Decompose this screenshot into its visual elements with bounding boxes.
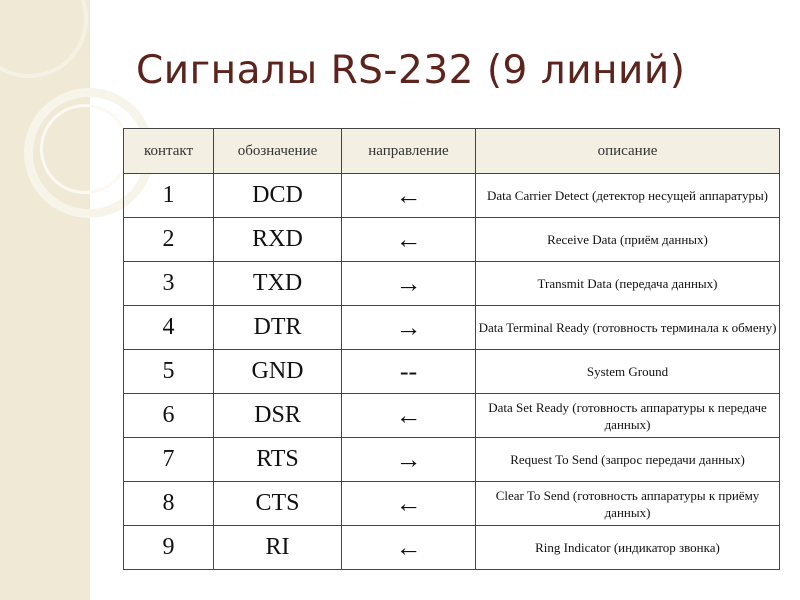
header-description: описание [476, 129, 780, 174]
decorative-ring [40, 104, 130, 194]
pin-number: 6 [124, 394, 214, 438]
direction-arrow: → [342, 306, 476, 350]
direction-arrow: ← [342, 526, 476, 570]
signal-code: RXD [214, 218, 342, 262]
table-row [124, 218, 780, 262]
signal-code: DTR [214, 306, 342, 350]
signal-description: System Ground [476, 350, 780, 394]
signal-code: DSR [214, 394, 342, 438]
signal-description: Data Set Ready (готовность аппаратуры к передаче данных) [476, 394, 780, 438]
header-designation: обозначение [214, 129, 342, 174]
direction-arrow: ← [342, 174, 476, 218]
signal-description: Data Carrier Detect (детектор несущей аппаратуры) [476, 174, 780, 218]
table-row [124, 350, 780, 394]
signal-code: DCD [214, 174, 342, 218]
pin-number: 1 [124, 174, 214, 218]
table-row [124, 482, 780, 526]
signal-code: CTS [214, 482, 342, 526]
direction-arrow: ← [342, 482, 476, 526]
signals-table [123, 128, 780, 570]
direction-arrow: -- [342, 350, 476, 394]
signal-code: RI [214, 526, 342, 570]
direction-arrow: ← [342, 394, 476, 438]
signal-code: RTS [214, 438, 342, 482]
header-direction: направление [342, 129, 476, 174]
table-row [124, 526, 780, 570]
direction-arrow: → [342, 262, 476, 306]
signal-code: GND [214, 350, 342, 394]
direction-arrow: → [342, 438, 476, 482]
direction-arrow: ← [342, 218, 476, 262]
table-row [124, 394, 780, 438]
pin-number: 3 [124, 262, 214, 306]
signal-description: Clear To Send (готовность аппаратуры к приёму данных) [476, 482, 780, 526]
pin-number: 9 [124, 526, 214, 570]
pin-number: 4 [124, 306, 214, 350]
table-row [124, 306, 780, 350]
table-row [124, 262, 780, 306]
signal-description: Ring Indicator (индикатор звонка) [476, 526, 780, 570]
pin-number: 8 [124, 482, 214, 526]
signal-code: TXD [214, 262, 342, 306]
table-row [124, 174, 780, 218]
pin-number: 7 [124, 438, 214, 482]
signal-description: Data Terminal Ready (готовность терминала к обмену) [476, 306, 780, 350]
pin-number: 5 [124, 350, 214, 394]
slide-title: Сигналы RS-232 (9 линий) [136, 48, 686, 93]
table-header-row [124, 129, 780, 174]
signal-description: Receive Data (приём данных) [476, 218, 780, 262]
table-row [124, 438, 780, 482]
header-pin: контакт [124, 129, 214, 174]
signal-description: Request To Send (запрос передачи данных) [476, 438, 780, 482]
pin-number: 2 [124, 218, 214, 262]
signal-description: Transmit Data (передача данных) [476, 262, 780, 306]
